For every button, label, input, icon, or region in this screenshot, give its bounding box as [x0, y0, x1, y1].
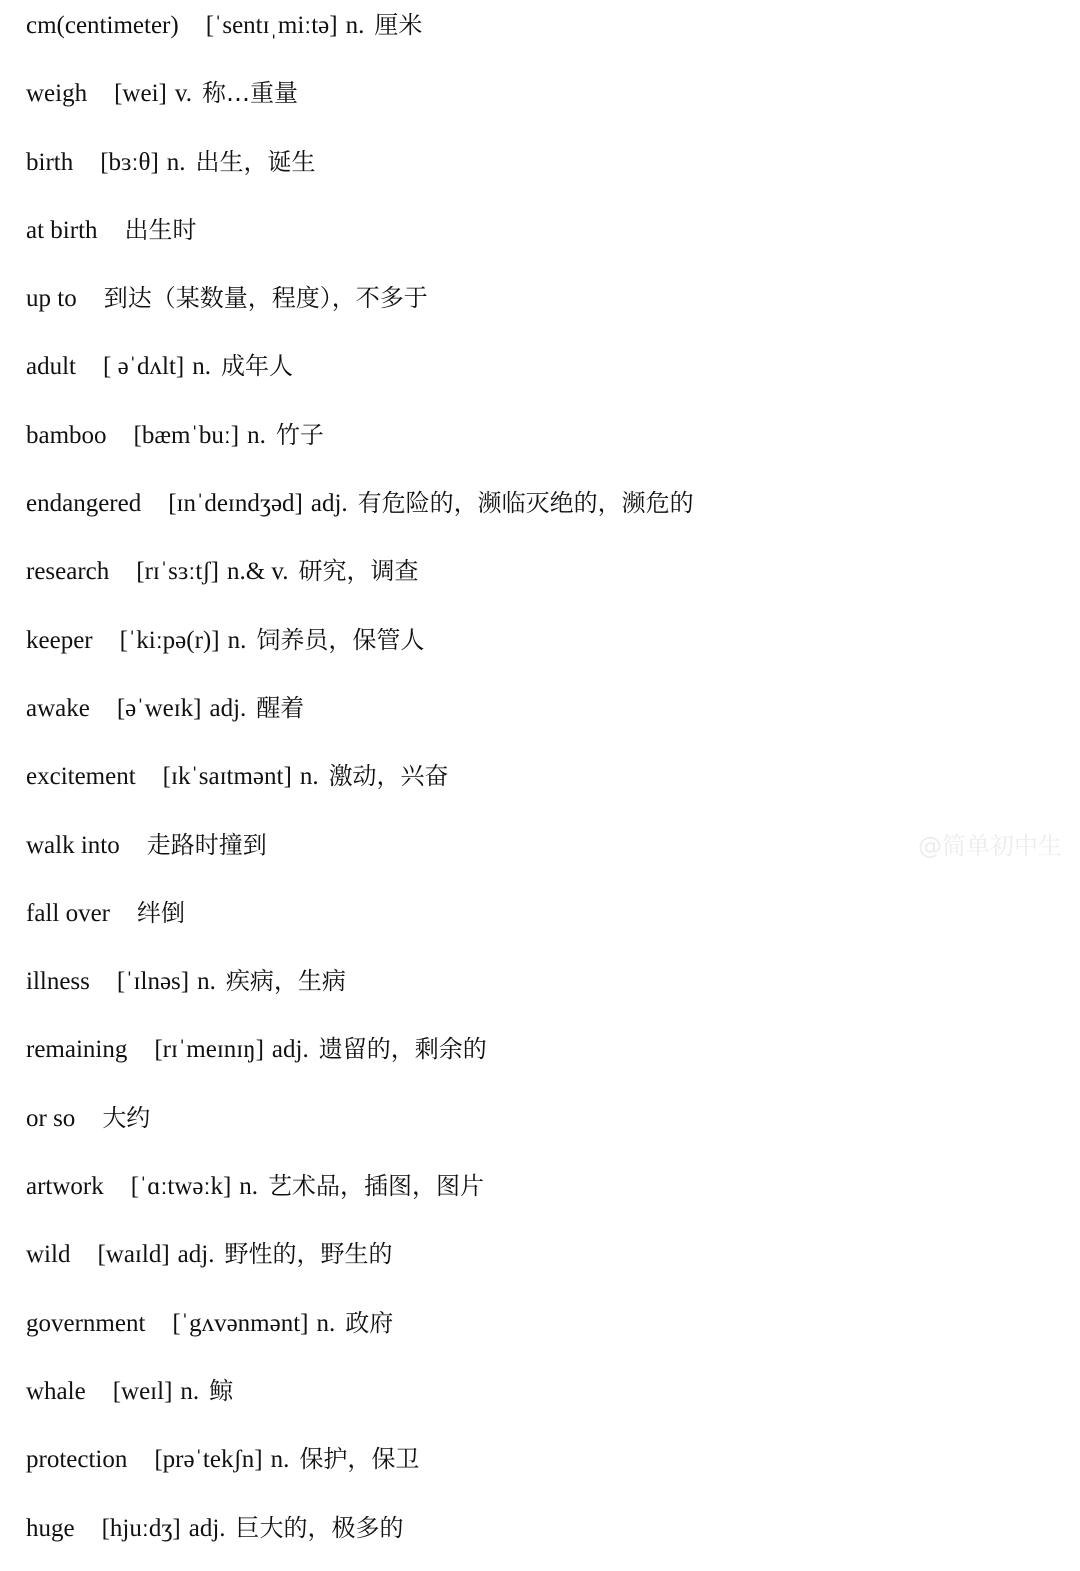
entry-part-of-speech: n. [239, 1173, 259, 1201]
entry-meaning: 厘米 [374, 11, 423, 39]
entry-word: research [26, 558, 110, 586]
vocab-entry [26, 205, 1066, 273]
entry-word: cm(centimeter) [26, 12, 179, 39]
entry-meaning: 成年人 [220, 352, 293, 381]
entry-phonetic: [wei] [114, 80, 167, 108]
entry-word: artwork [26, 1173, 104, 1201]
vocab-entry [26, 1434, 1066, 1502]
entry-meaning: 绊倒 [136, 898, 185, 927]
vocab-entry [26, 410, 1066, 478]
vocab-entry [26, 956, 1066, 1024]
vocab-entry [26, 546, 1066, 614]
entry-meaning: 称…重量 [202, 79, 298, 108]
vocab-entry [26, 1229, 1066, 1297]
entry-phonetic: [ əˈdʌlt] [103, 353, 185, 381]
entry-word: illness [26, 968, 90, 996]
entry-part-of-speech: n. [247, 421, 266, 449]
entry-phonetic: [ˈgʌvənmənt] [172, 1309, 309, 1337]
vocab-entry [26, 478, 1066, 546]
vocab-entry [26, 683, 1066, 751]
vocab-entry [26, 68, 1066, 136]
entry-part-of-speech: n. [180, 1377, 200, 1405]
entry-word: weigh [26, 80, 88, 108]
entry-part-of-speech: adj. [188, 1514, 226, 1542]
entry-part-of-speech: n.& v. [226, 558, 289, 586]
entry-meaning: 艺术品，插图，图片 [268, 1172, 485, 1201]
entry-phonetic: [weɪl] [112, 1377, 173, 1405]
vocabulary-list [26, 0, 1066, 1571]
entry-part-of-speech: n. [227, 626, 247, 654]
vocab-entry [26, 273, 1066, 341]
entry-part-of-speech: n. [197, 968, 216, 996]
entry-word: birth [26, 148, 74, 176]
vocab-entry [26, 1503, 1066, 1571]
entry-meaning: 鲸 [209, 1376, 234, 1405]
vocab-entry [26, 1366, 1066, 1434]
entry-meaning: 有危险的，濒临灭绝的，濒危的 [357, 489, 694, 518]
entry-meaning: 激动，兴奋 [328, 762, 449, 791]
entry-word: at birth [26, 216, 98, 244]
entry-word: remaining [26, 1036, 128, 1064]
entry-phonetic: [hjuːdʒ] [101, 1514, 181, 1542]
vocab-entry [26, 341, 1066, 409]
vocab-entry [26, 1298, 1066, 1366]
entry-part-of-speech: v. [174, 80, 192, 108]
vocab-entry [26, 1024, 1066, 1092]
entry-part-of-speech: n. [299, 763, 319, 791]
entry-word: wild [26, 1241, 71, 1269]
entry-word: excitement [26, 763, 136, 791]
entry-meaning: 政府 [345, 1308, 394, 1337]
entry-part-of-speech: n. [345, 12, 365, 39]
entry-word: fall over [26, 899, 110, 927]
entry-word: or so [26, 1104, 76, 1132]
watermark: @简单初中生 [918, 832, 1062, 860]
entry-word: keeper [26, 626, 93, 654]
entry-word: government [26, 1309, 146, 1337]
entry-meaning: 保护，保卫 [299, 1445, 420, 1474]
entry-phonetic: [rɪˈsɜːtʃ] [136, 558, 219, 586]
entry-meaning: 疾病，生病 [225, 967, 346, 996]
entry-word: endangered [26, 490, 142, 518]
entry-phonetic: [bɜːθ] [100, 148, 159, 176]
entry-part-of-speech: adj. [271, 1036, 309, 1064]
entry-meaning: 遗留的，剩余的 [318, 1035, 487, 1064]
vocab-entry [26, 1093, 1066, 1161]
entry-word: protection [26, 1446, 128, 1474]
entry-meaning: 野性的，野生的 [224, 1240, 393, 1269]
entry-part-of-speech: adj. [310, 490, 348, 518]
entry-word: adult [26, 353, 76, 381]
entry-word: whale [26, 1377, 86, 1405]
entry-meaning: 出生时 [124, 215, 197, 244]
entry-word: walk into [26, 831, 120, 859]
entry-meaning: 走路时撞到 [146, 830, 267, 859]
vocab-entry [26, 888, 1066, 956]
entry-phonetic: [ɪnˈdeɪndʒəd] [168, 490, 303, 518]
entry-meaning: 竹子 [275, 420, 324, 449]
vocab-entry [26, 751, 1066, 819]
entry-phonetic: [bæmˈbuː] [133, 421, 240, 449]
entry-phonetic: [rɪˈmeɪnɪŋ] [154, 1036, 264, 1064]
entry-part-of-speech: n. [192, 353, 211, 381]
entry-phonetic: [ɪkˈsaɪtmənt] [162, 763, 292, 791]
vocab-entry [26, 137, 1066, 205]
entry-meaning: 大约 [102, 1103, 151, 1132]
entry-part-of-speech: adj. [177, 1241, 215, 1269]
entry-part-of-speech: n. [270, 1446, 290, 1474]
entry-phonetic: [prəˈtekʃn] [154, 1446, 263, 1474]
vocab-entry [26, 820, 1066, 888]
entry-phonetic: [ˈsentɪˌmiːtə] [205, 12, 338, 39]
entry-word: up to [26, 285, 77, 313]
entry-phonetic: [əˈweɪk] [116, 694, 202, 722]
entry-meaning: 研究，调查 [298, 557, 419, 586]
entry-meaning: 醒着 [256, 693, 305, 722]
vocab-entry [26, 0, 1066, 68]
entry-phonetic: [ˈɑːtwəːk] [130, 1173, 232, 1201]
entry-part-of-speech: n. [166, 148, 186, 176]
entry-meaning: 到达（某数量，程度），不多于 [103, 284, 428, 313]
entry-phonetic: [ˈɪlnəs] [116, 968, 190, 996]
entry-meaning: 出生，诞生 [195, 147, 316, 176]
entry-meaning: 饲养员，保管人 [256, 625, 425, 654]
entry-part-of-speech: n. [316, 1309, 336, 1337]
vocab-entry [26, 1161, 1066, 1229]
entry-word: bamboo [26, 421, 107, 449]
entry-word: huge [26, 1514, 75, 1542]
entry-word: awake [26, 694, 90, 722]
vocab-entry [26, 615, 1066, 683]
entry-phonetic: [waɪld] [97, 1241, 170, 1269]
entry-part-of-speech: adj. [209, 694, 247, 722]
entry-meaning: 巨大的，极多的 [235, 1513, 404, 1542]
entry-phonetic: [ˈkiːpə(r)] [119, 626, 220, 654]
